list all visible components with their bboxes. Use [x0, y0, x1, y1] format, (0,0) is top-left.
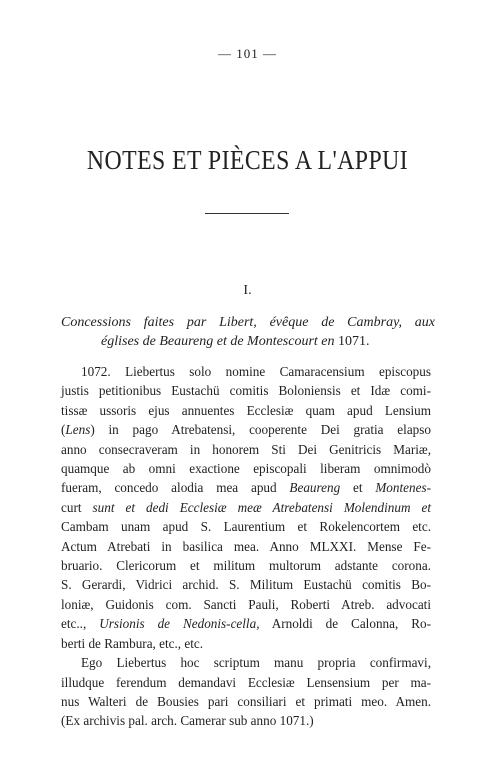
text-segment: S. Gerardi, Vidrici archid. S. Militum Eustachü comitis Bo-	[61, 577, 431, 593]
section-subtitle	[61, 313, 435, 351]
text-segment: berti de Rambura, etc., etc.	[61, 635, 204, 651]
text-line	[61, 459, 431, 478]
subtitle-line-2-text: églises de Beaureng et de Montescourt en	[101, 334, 339, 349]
text-segment: anno consecraveram in honorem Sti Dei Genitricis Mariæ,	[61, 441, 431, 457]
text-segment: justis petitionibus Eustachü comitis Boloniensis et Idæ comi-	[61, 383, 431, 399]
text-line	[61, 673, 431, 692]
text-segment: etc..,	[61, 616, 100, 632]
text-line	[61, 381, 431, 400]
text-line	[61, 362, 431, 381]
subtitle-year: 1071.	[338, 334, 370, 349]
title-divider	[205, 213, 289, 214]
text-segment: Arnoldi de Calonna, Ro-	[259, 616, 431, 632]
text-line	[61, 692, 431, 711]
body-text	[61, 362, 431, 731]
text-line	[61, 634, 431, 653]
page-title: NOTES ET PIÈCES A L'APPUI	[86, 145, 409, 175]
text-line	[61, 440, 431, 459]
text-segment: tissæ ussoris ejus annuentes Ecclesiæ quam apud Lensium	[61, 402, 431, 418]
text-line	[61, 595, 431, 614]
text-line	[61, 711, 431, 730]
subtitle-line-1: Concessions faites par Libert, évêque de Cambray, aux	[61, 315, 435, 330]
text-segment: loniæ, Guidonis com. Sancti Pauli, Roberti Atreb. advocati	[61, 596, 431, 612]
text-segment: (Ex archivis pal. arch. Camerar sub anno 1071.)	[61, 713, 314, 729]
section-number: I.	[243, 283, 252, 298]
text-segment: 1072. Liebertus solo nomine Camaracensium episcopus	[81, 364, 431, 379]
text-line	[61, 517, 431, 536]
text-segment: illudque ferendum demandavi Ecclesiæ Lensensium per ma-	[61, 674, 431, 690]
text-segment: nus Walteri de Bousies pari consiliari et primati meo. Amen.	[61, 693, 431, 709]
subtitle-line-2	[61, 332, 435, 351]
text-segment: Actum Atrebati in basilica mea. Anno MLXXI. Mense Fe-	[61, 538, 431, 554]
text-line	[61, 498, 431, 517]
text-segment: Cambam unam apud S. Laurentium et Rokelencortem etc.	[61, 519, 431, 535]
text-line	[61, 537, 431, 556]
text-segment: bruario. Clericorum et militum multorum adstante corona.	[61, 558, 431, 574]
italic-text: sunt et dedi Ecclesiæ meæ Atrebatensi Molendinum et	[81, 499, 431, 515]
text-segment: quamque ab omni exactione episcopali liberam omnimodò	[61, 461, 431, 477]
text-line	[61, 420, 431, 439]
page-number: — 101 —	[218, 46, 277, 61]
text-segment: fueram, concedo alodia mea apud	[61, 480, 290, 496]
text-segment: et	[340, 480, 376, 496]
text-line	[61, 556, 431, 575]
text-line	[61, 653, 431, 672]
italic-text: Beaureng	[289, 480, 341, 496]
text-segment: curt	[61, 499, 82, 515]
text-line	[61, 575, 431, 594]
text-segment: (	[61, 422, 66, 438]
italic-text: Montenes-	[375, 480, 431, 496]
text-segment: Ego Liebertus hoc scriptum manu propria confirmavi,	[81, 655, 431, 671]
italic-text: Ursionis de Nedonis-cella,	[99, 616, 260, 632]
text-segment: ) in pago Atrebatensi, cooperente Dei gratia elapso	[90, 422, 431, 438]
text-line	[61, 478, 431, 497]
italic-text: Lens	[65, 422, 91, 438]
text-line	[61, 614, 431, 633]
text-line	[61, 401, 431, 420]
